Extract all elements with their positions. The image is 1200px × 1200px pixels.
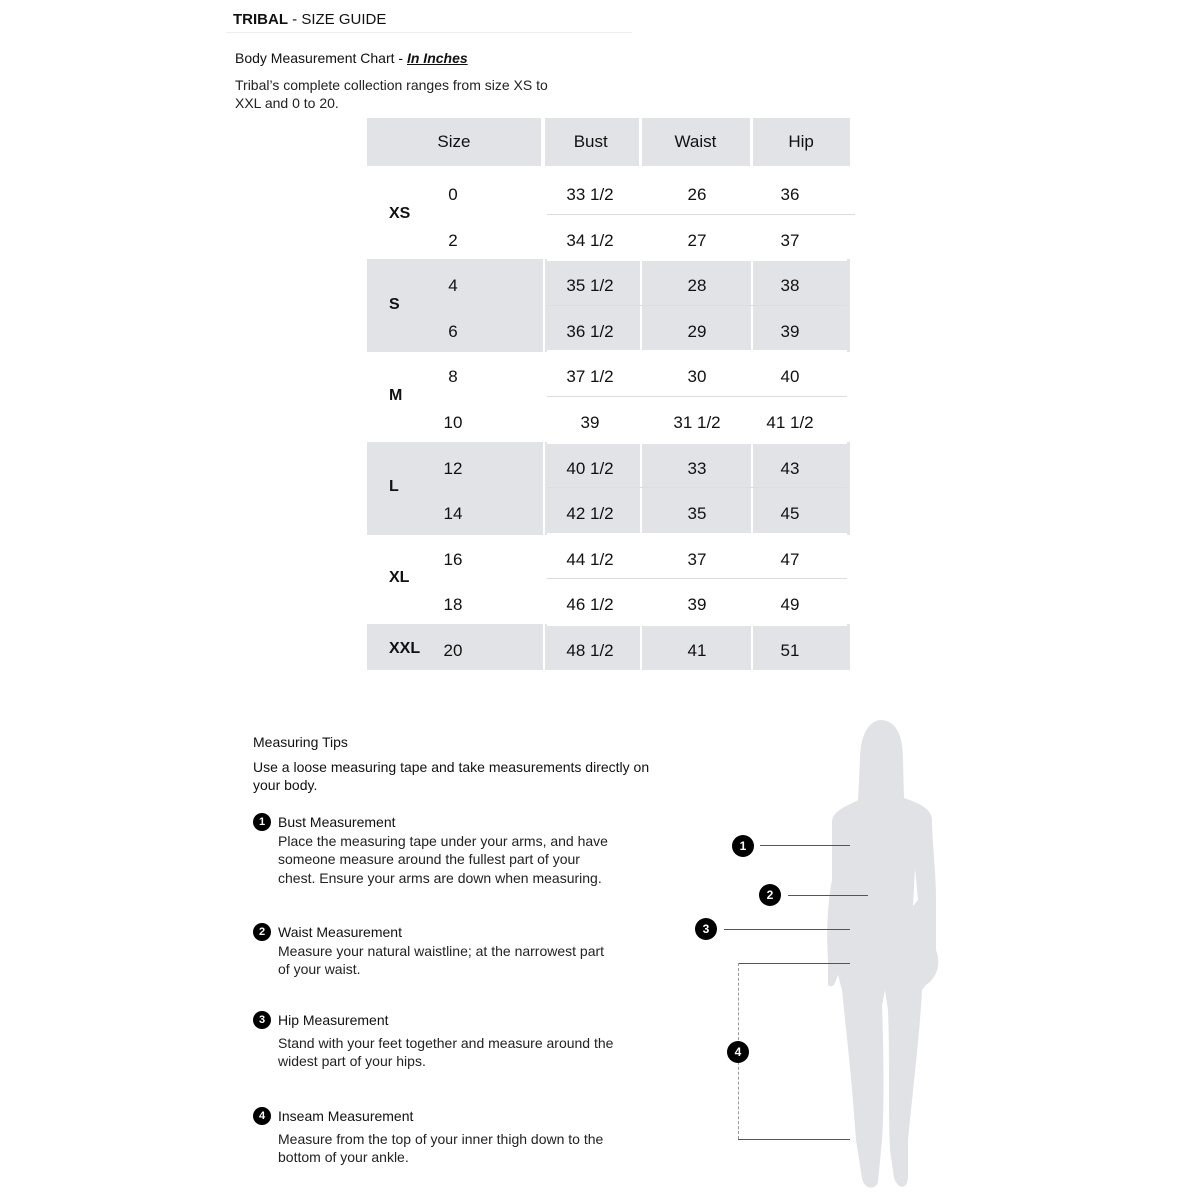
size-group-label: M	[389, 387, 403, 404]
marker-4-icon: 4	[727, 1041, 749, 1063]
header-bust: Bust	[543, 118, 641, 166]
waist-value: 35	[687, 504, 707, 524]
waist-line	[788, 895, 868, 896]
tips-intro: Use a loose measuring tape and take measurements directly on your body.	[253, 759, 650, 793]
bust-value: 33 1/2	[566, 185, 614, 204]
size-number: 8	[448, 367, 458, 387]
size-group-label: XS	[389, 204, 411, 222]
inseam-bottom-line	[738, 1139, 850, 1140]
bust-value: 34 1/2	[566, 230, 614, 250]
hip-value: 45	[780, 504, 800, 524]
waist-value: 30	[687, 367, 707, 387]
hip-value: 36	[780, 185, 800, 204]
hip-value: 40	[780, 367, 800, 387]
chart-title-text: Body Measurement Chart -	[235, 50, 407, 66]
header-waist: Waist	[641, 118, 753, 166]
tip-inseam	[253, 1107, 618, 1167]
tip-title: Waist Measurement	[278, 924, 402, 940]
hip-value: 41 1/2	[766, 413, 814, 432]
brand-name: TRIBAL	[233, 11, 288, 28]
waist-value: 27	[687, 230, 707, 250]
hip-value: 38	[780, 276, 800, 296]
hip-value: 49	[780, 595, 800, 615]
hip-line	[724, 929, 850, 930]
bust-value: 48 1/2	[566, 641, 614, 660]
waist-value: 41	[687, 641, 707, 660]
tip-desc: Place the measuring tape under your arms, and have someone measure around the fullest part of your chest. Ensure your arms are down when measuring.	[278, 832, 608, 886]
size-group-label: XXL	[389, 640, 421, 657]
tip-desc: Measure from the top of your inner thigh down to the bottom of your ankle.	[278, 1130, 604, 1165]
waist-value: 39	[687, 595, 707, 615]
bust-value: 39	[580, 413, 600, 432]
number-2-icon: 2	[253, 923, 271, 941]
hip-value: 37	[780, 230, 800, 250]
tip-title: Bust Measurement	[278, 814, 396, 830]
hip-value: 51	[780, 641, 800, 660]
size-number: 18	[443, 595, 463, 615]
waist-value: 37	[687, 549, 707, 569]
tip-bust	[253, 813, 618, 887]
number-4-icon: 4	[253, 1107, 271, 1125]
waist-value: 28	[687, 276, 707, 296]
waist-value: 29	[687, 321, 707, 341]
marker-2-icon: 2	[759, 884, 781, 906]
size-number: 6	[448, 321, 458, 341]
hip-value: 43	[780, 458, 800, 478]
size-number: 20	[443, 641, 463, 660]
tip-title: Inseam Measurement	[278, 1108, 414, 1124]
bust-value: 40 1/2	[566, 458, 614, 478]
waist-value: 31 1/2	[673, 413, 721, 432]
bust-value: 46 1/2	[566, 595, 614, 615]
bust-value: 42 1/2	[566, 504, 614, 524]
bust-value: 36 1/2	[566, 321, 614, 341]
size-number: 0	[448, 185, 458, 204]
size-number: 10	[443, 413, 463, 432]
tip-waist	[253, 923, 618, 979]
tip-title: Hip Measurement	[278, 1012, 389, 1028]
hip-value: 47	[780, 549, 800, 569]
waist-value: 33	[687, 458, 707, 478]
inseam-top-line	[738, 963, 850, 964]
bust-line	[760, 845, 850, 846]
chart-intro: Tribal’s complete collection ranges from size XS to XXL and 0 to 20.	[235, 77, 548, 111]
header-hip: Hip	[788, 132, 814, 151]
header-title: - SIZE GUIDE	[288, 11, 387, 28]
tip-desc: Measure your natural waistline; at the narrowest part of your waist.	[278, 942, 605, 977]
tip-desc: Stand with your feet together and measure around the widest part of your hips.	[278, 1034, 614, 1069]
header-size: Size	[367, 118, 543, 166]
bust-value: 37 1/2	[566, 367, 614, 387]
bust-value: 35 1/2	[566, 276, 614, 296]
marker-1-icon: 1	[732, 835, 754, 857]
hip-value: 39	[780, 321, 800, 341]
bust-value: 44 1/2	[566, 549, 614, 569]
size-number: 16	[443, 549, 463, 569]
size-group-label: L	[389, 478, 399, 496]
number-3-icon: 3	[253, 1011, 271, 1029]
size-group-label: XL	[389, 569, 410, 587]
number-1-icon: 1	[253, 813, 271, 831]
size-number: 12	[443, 458, 463, 478]
marker-3-icon: 3	[695, 918, 717, 940]
tip-hip	[253, 1011, 618, 1071]
unit-label: In Inches	[406, 50, 468, 66]
tips-title: Measuring Tips	[253, 734, 348, 750]
size-number: 2	[448, 230, 458, 250]
size-group-label: S	[389, 295, 400, 313]
waist-value: 26	[687, 185, 707, 204]
size-number: 14	[443, 504, 463, 524]
size-number: 4	[448, 276, 458, 296]
